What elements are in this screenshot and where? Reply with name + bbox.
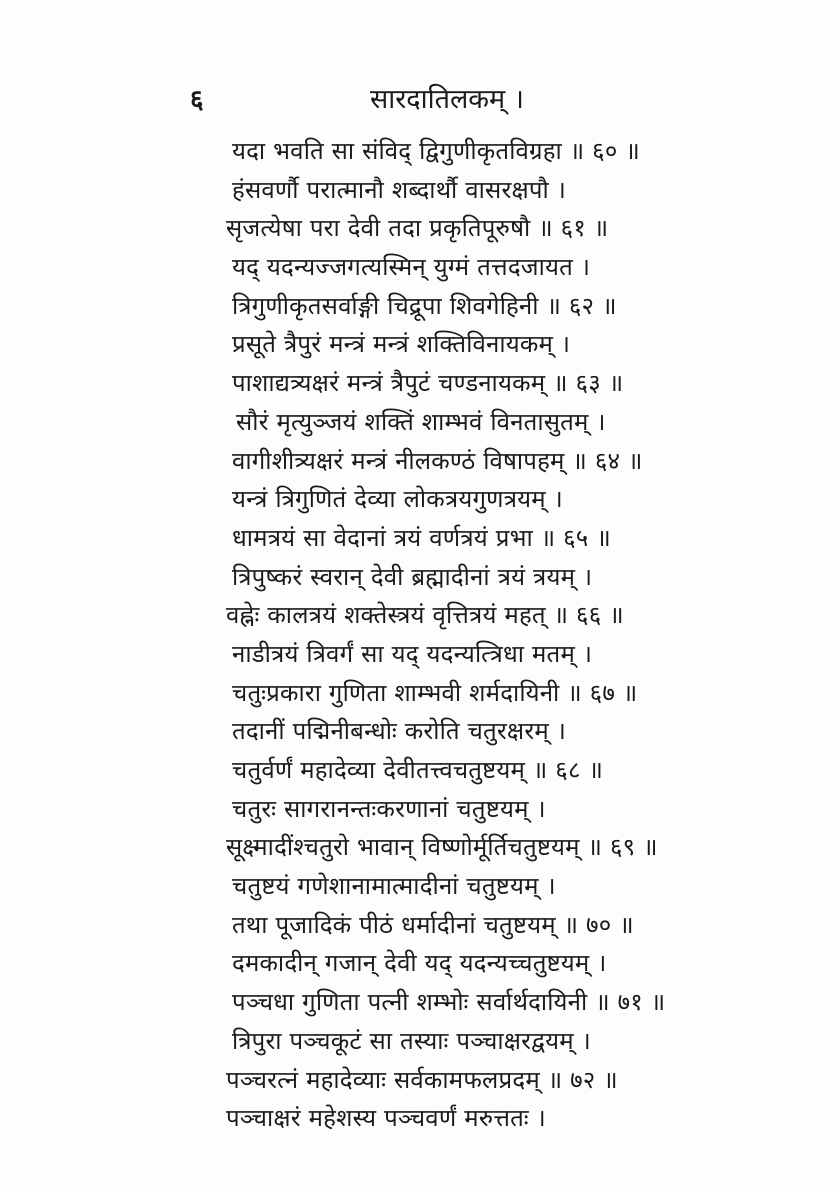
verse-text: त्रिपुष्करं स्वरान् देवी ब्रह्मादीनां त्रयं त्रयम् ।	[232, 562, 593, 591]
verse-text: प्रसूते त्रैपुरं मन्त्रं मन्त्रं शक्तिविनायकम् ।	[232, 330, 571, 359]
verse-line	[0, 983, 840, 1022]
verse-text: त्रिपुरा पञ्चकूटं सा तस्याः पञ्चाक्षरद्वयम् ।	[232, 1026, 591, 1055]
verse-line	[0, 403, 840, 442]
verse-line	[0, 480, 840, 519]
verse-text: हंसवर्णौ परात्मानौ शब्दार्थौ वासरक्षपौ ।	[232, 175, 567, 204]
verse-line	[0, 248, 840, 287]
verse-line	[0, 209, 840, 248]
verse-text: यदा भवति सा संविद् द्विगुणीकृतविग्रहा ॥ ६० ॥	[232, 137, 640, 165]
verse-text: वागीशीत्र्यक्षरं मन्त्रं नीलकण्ठं विषापहम् ॥ ६४ ॥	[232, 446, 643, 475]
verse-line	[0, 867, 840, 906]
verse-line	[0, 596, 840, 635]
verse-text: चतुःप्रकारा गुणिता शाम्भवी शर्मदायिनी ॥ ६७ ॥	[232, 678, 638, 707]
verse-line	[0, 751, 840, 790]
verse-text: तदानीं पद्मिनीबन्धोः करोति चतुरक्षरम् ।	[232, 717, 567, 746]
verse-text: चतुरः सागरानन्तःकरणानां चतुष्टयम् ।	[232, 794, 546, 823]
verse-line	[0, 1061, 840, 1100]
verse-text: पञ्चाक्षरं महेशस्य पञ्चवर्णं मरुत्ततः ।	[226, 1104, 546, 1133]
verse-text: त्रिगुणीकृतसर्वाङ्गी चिद्रूपा शिवगेहिनी ॥ ६२ ॥	[232, 291, 617, 320]
verse-text: पञ्चरत्नं महादेव्याः सर्वकामफलप्रदम् ॥ ७२ ॥	[226, 1065, 618, 1094]
page-number: ६	[190, 85, 204, 115]
verse-block	[0, 132, 840, 1138]
verse-text: धामत्रयं सा वेदानां त्रयं वर्णत्रयं प्रभा ॥ ६५ ॥	[232, 523, 611, 552]
verse-line	[0, 1022, 840, 1061]
verse-line	[0, 325, 840, 364]
verse-text: चतुष्टयं गणेशानामात्मादीनां चतुष्टयम् ।	[232, 872, 556, 901]
verse-text: सृजत्येषा परा देवी तदा प्रकृतिपूरुषौ ॥ ६१ ॥	[226, 214, 609, 243]
verse-line	[0, 944, 840, 983]
verse-text: तथा पूजादिकं पीठं धर्मादीनां चतुष्टयम् ॥ ७० ॥	[232, 910, 634, 939]
verse-line	[0, 558, 840, 597]
verse-text: चतुर्वर्णं महादेव्या देवीतत्त्वचतुष्टयम् ॥ ६८ ॥	[232, 756, 604, 784]
verse-line	[0, 828, 840, 867]
verse-text: पञ्चधा गुणिता पत्नी शम्भोः सर्वार्थदायिनी ॥ ७१ ॥	[232, 988, 666, 1017]
verse-line	[0, 364, 840, 403]
page-header	[0, 82, 840, 118]
verse-text: यन्त्रं त्रिगुणितं देव्या लोकत्रयगुणत्रयम् ।	[232, 485, 563, 514]
verse-line	[0, 287, 840, 326]
verse-line	[0, 712, 840, 751]
verse-text: यद् यदन्यज्जगत्यस्मिन् युग्मं तत्तदजायत ।	[232, 253, 591, 282]
verse-text: पाशाद्यत्र्यक्षरं मन्त्रं त्रैपुटं चण्डनायकम् ॥ ६३ ॥	[232, 369, 624, 398]
verse-text: सूक्ष्मादींश्चतुरो भावान् विष्णोर्मूर्तिचतुष्टयम् ॥ ६९ ॥	[226, 833, 658, 862]
verse-line	[0, 442, 840, 481]
verse-text: नाडीत्रयं त्रिवर्गं सा यद् यदन्यत्त्रिधा मतम् ।	[232, 639, 593, 668]
verse-line	[0, 635, 840, 674]
verse-line	[0, 674, 840, 713]
verse-line	[0, 790, 840, 829]
verse-line	[0, 906, 840, 945]
verse-text: दमकादीन् गजान् देवी यद् यदन्यच्चतुष्टयम् ।	[232, 949, 607, 978]
running-title: सारदातिलकम् ।	[370, 84, 525, 115]
verse-text: वह्नेः कालत्रयं शक्तेस्त्रयं वृत्तित्रयं महत् ॥ ६६ ॥	[226, 601, 624, 630]
verse-line	[0, 132, 840, 171]
verse-line	[0, 519, 840, 558]
verse-line	[0, 1099, 840, 1138]
verse-line	[0, 171, 840, 210]
verse-text: सौरं मृत्युञ्जयं शक्तिं शाम्भवं विनतासुतम् ।	[236, 407, 606, 436]
